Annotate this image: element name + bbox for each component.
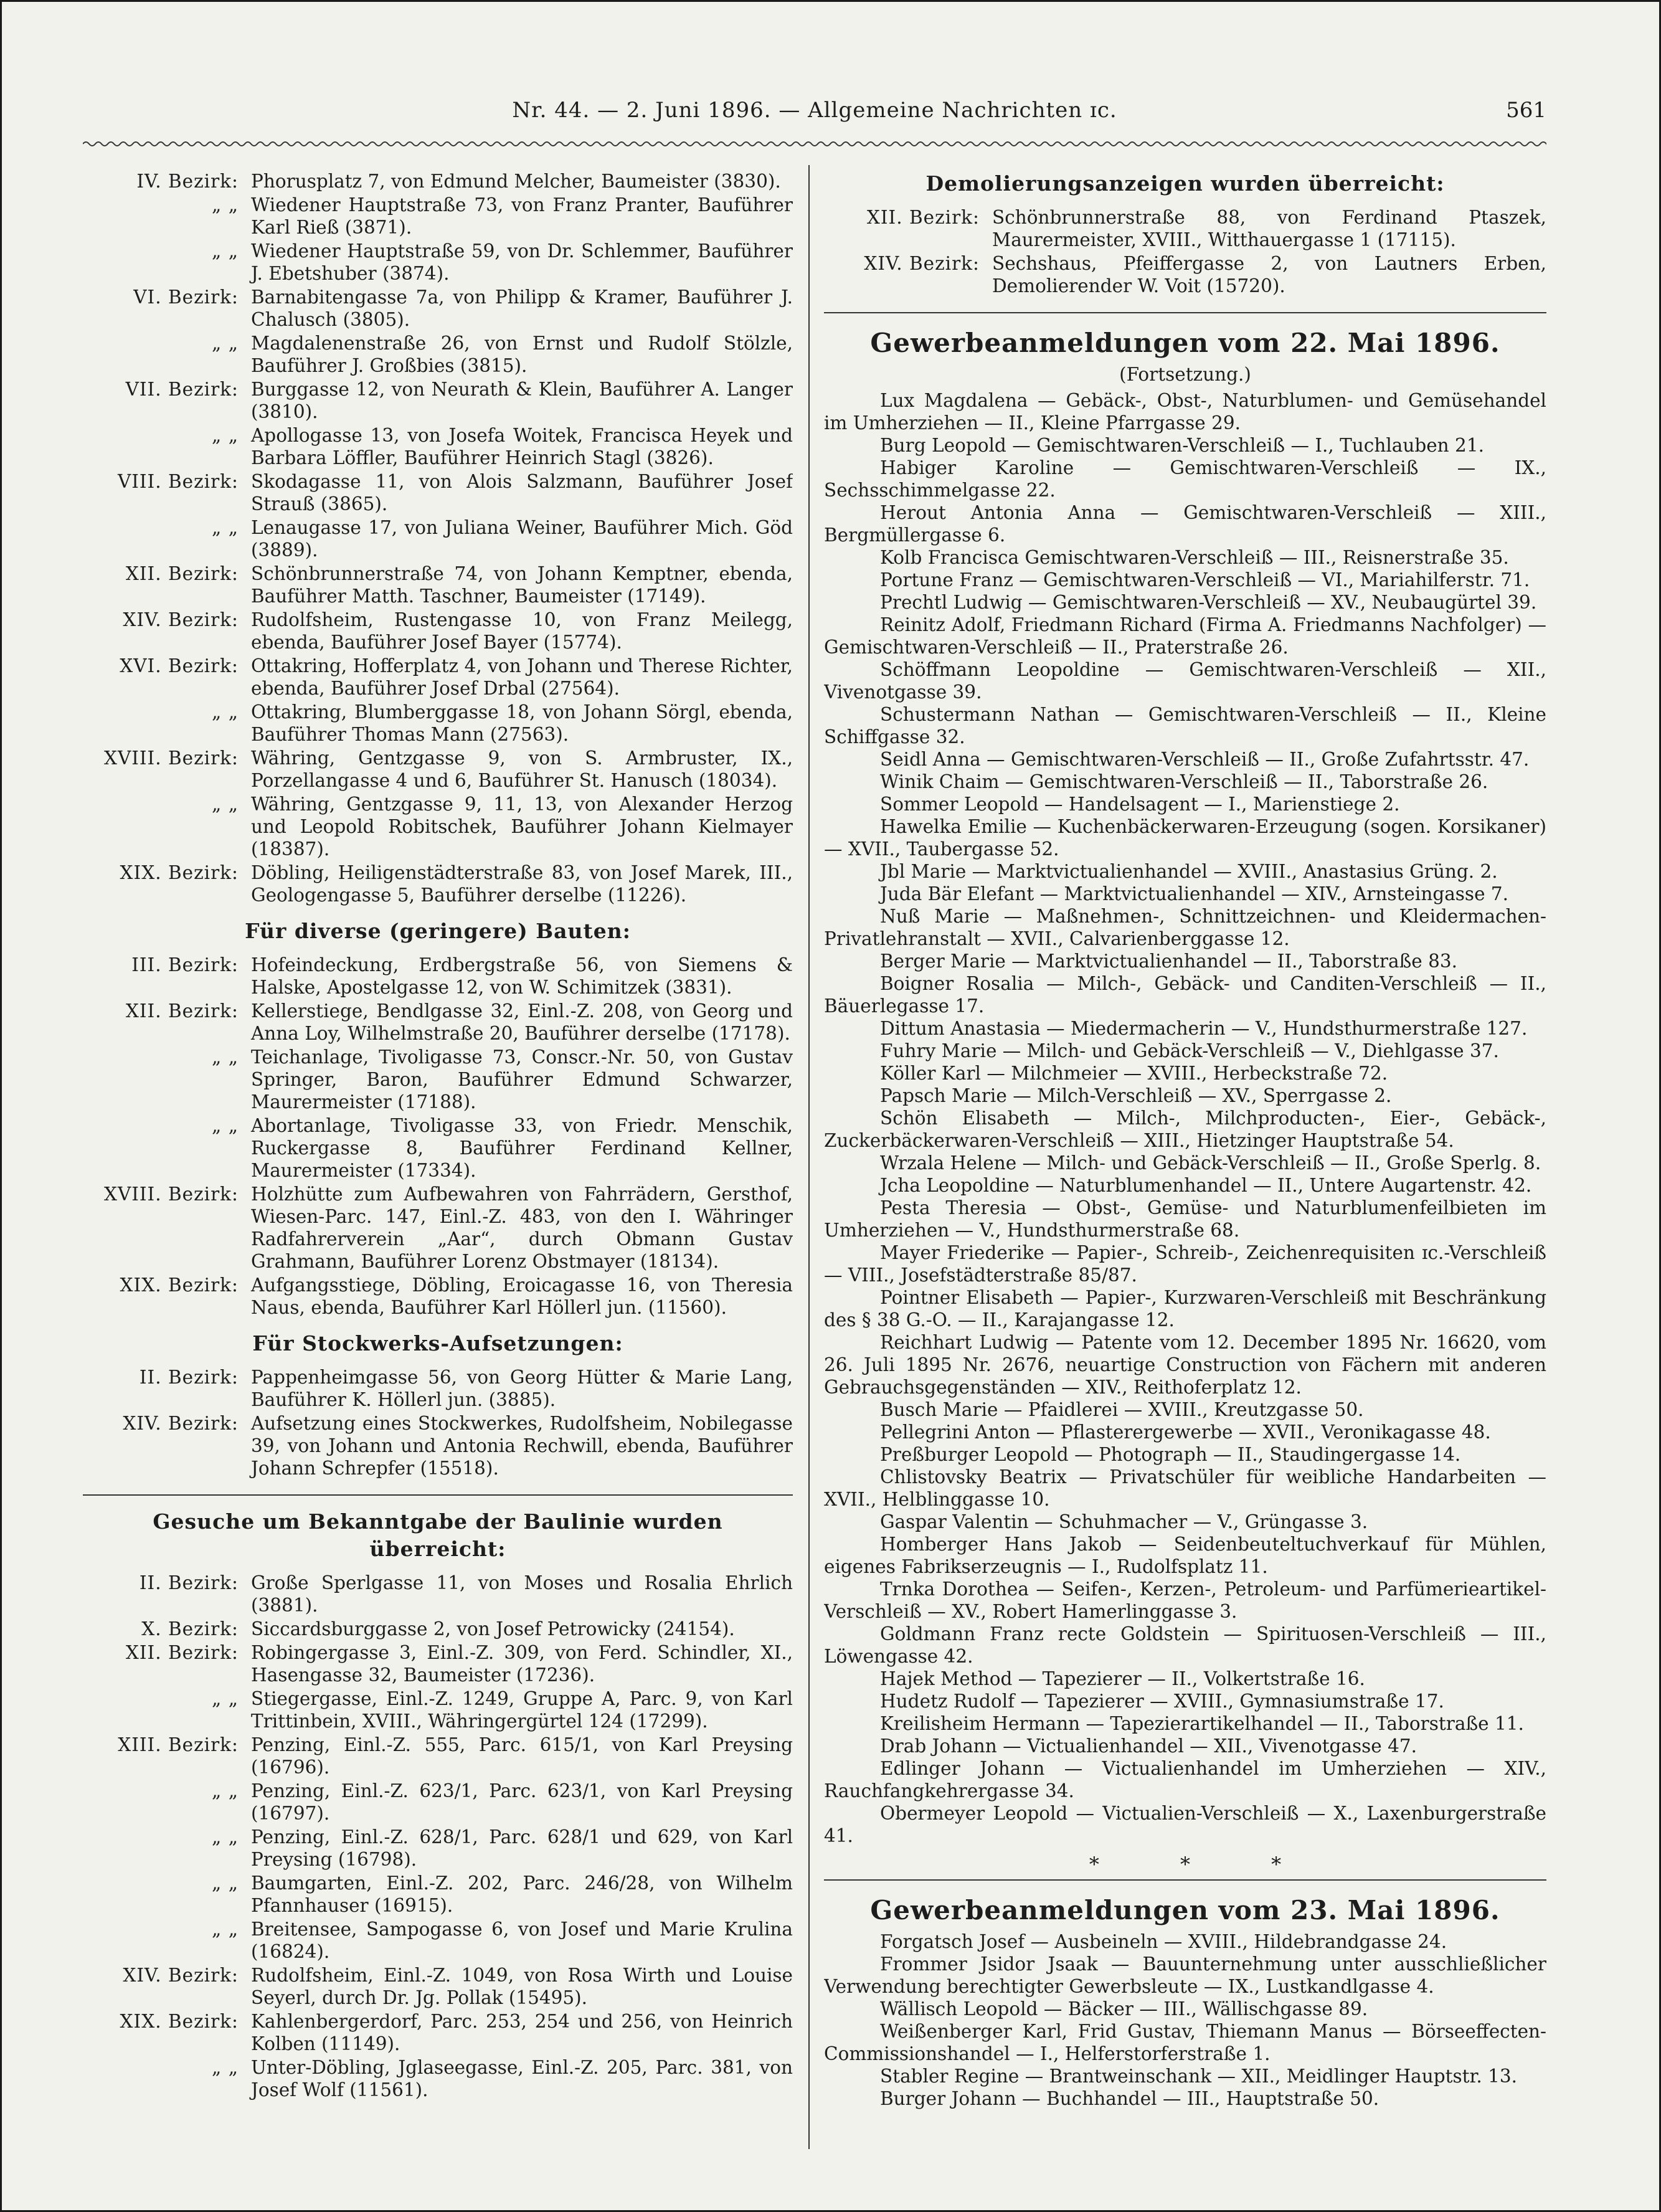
district-entry	[83, 793, 793, 860]
trade-registration-entry: Forgatsch Josef — Ausbeineln — XVIII., Hildebrandgasse 24.	[880, 1931, 1447, 1952]
district-entry	[83, 1114, 793, 1182]
district-label: XIV. Bezirk:	[123, 1413, 239, 1434]
district-label: „ „	[212, 1780, 239, 1801]
diverse-buildings-list	[83, 954, 793, 1319]
trade-registration-entry: Drab Johann — Victualienhandel — XII., Vivenotgasse 47.	[880, 1735, 1417, 1757]
page-number: 561	[1506, 98, 1546, 123]
trade-registration-entry: Schustermann Nathan — Gemischtwaren-Verschleiß — II., Kleine Schiffgasse 32.	[824, 704, 1546, 748]
district-label: IV. Bezirk:	[136, 171, 239, 192]
section-heading-diverse: Für diverse (geringere) Bauten:	[245, 919, 631, 943]
district-entry	[83, 1872, 793, 1917]
district-label: VIII. Bezirk:	[117, 471, 239, 492]
trade-registration-entry: Gaspar Valentin — Schuhmacher — V., Grüngasse 3.	[880, 1511, 1368, 1532]
district-entry	[83, 332, 793, 377]
entry-text: Unter-Döbling, Jglaseegasse, Einl.-Z. 205, Parc. 381, von Josef Wolf (11561).	[251, 2057, 793, 2100]
entry-text: Siccardsburggasse 2, von Josef Petrowicky (24154).	[251, 1618, 735, 1640]
trade-registration-entry: Chlistovsky Beatrix — Privatschüler für weibliche Handarbeiten — XVII., Helblinggasse 10.	[824, 1466, 1546, 1510]
district-label: „ „	[212, 333, 239, 354]
district-entry	[83, 2010, 793, 2055]
district-entry	[83, 1618, 793, 1640]
district-label: XII. Bezirk:	[866, 207, 980, 228]
district-label: III. Bezirk:	[131, 954, 239, 975]
district-entry	[824, 206, 1546, 251]
district-entry	[83, 1412, 793, 1479]
building-permits-list	[83, 170, 793, 906]
district-entry	[83, 1366, 793, 1411]
entry-text: Penzing, Einl.-Z. 555, Parc. 615/1, von Karl Preysing (16796).	[251, 1734, 793, 1778]
district-label: „ „	[212, 1688, 239, 1709]
district-entry	[83, 747, 793, 792]
trade-registrations-22-list	[824, 389, 1546, 1847]
trade-registration-entry: Weißenberger Karl, Frid Gustav, Thiemann Manus — Börseeffecten-Commissionshandel — I., Helferstorferstraße 1.	[824, 2021, 1546, 2064]
district-entry	[83, 470, 793, 515]
trade-registration-entry: Wrzala Helene — Milch- und Gebäck-Verschleiß — II., Große Sperlg. 8.	[880, 1152, 1541, 1174]
trade-registration-entry: Stabler Regine — Brantweinschank — XII., Meidlinger Hauptstr. 13.	[880, 2066, 1518, 2087]
entry-text: Penzing, Einl.-Z. 623/1, Parc. 623/1, von Karl Preysing (16797).	[251, 1780, 793, 1824]
entry-text: Aufsetzung eines Stockwerkes, Rudolfsheim, Nobilegasse 39, von Johann und Antonia Rechwill, ebenda, Bauführer Johann Schrepfer (15518).	[251, 1413, 793, 1479]
district-label: „ „	[212, 194, 239, 216]
district-label: „ „	[212, 1873, 239, 1894]
entry-text: Phorusplatz 7, von Edmund Melcher, Baumeister (3830).	[251, 171, 781, 192]
district-entry	[83, 1780, 793, 1825]
trade-registration-entry: Herout Antonia Anna — Gemischtwaren-Verschleiß — XIII., Bergmüllergasse 6.	[824, 502, 1546, 546]
district-entry	[83, 1641, 793, 1686]
district-entry	[83, 562, 793, 607]
district-label: XIV. Bezirk:	[864, 253, 980, 274]
trade-registration-entry: Burg Leopold — Gemischtwaren-Verschleiß — I., Tuchlauben 21.	[880, 435, 1484, 456]
entry-text: Skodagasse 11, von Alois Salzmann, Bauführer Josef Strauß (3865).	[251, 471, 793, 515]
district-label: XIII. Bezirk:	[118, 1734, 239, 1755]
entry-text: Aufgangsstiege, Döbling, Eroicagasse 16, von Theresia Naus, ebenda, Bauführer Karl Höllerl jun. (11560).	[251, 1275, 793, 1318]
trade-registration-entry: Sommer Leopold — Handelsagent — I., Marienstiege 2.	[880, 794, 1400, 815]
district-label: „ „	[212, 1047, 239, 1068]
district-entry	[83, 609, 793, 653]
district-entry	[83, 1572, 793, 1616]
entry-text: Baumgarten, Einl.-Z. 202, Parc. 246/28, von Wilhelm Pfannhauser (16915).	[251, 1873, 793, 1916]
district-entry	[83, 1964, 793, 2009]
entry-text: Robingergasse 3, Einl.-Z. 309, von Ferd. Schindler, XI., Hasengasse 32, Baumeister (17236).	[251, 1642, 793, 1686]
trade-registration-entry: Busch Marie — Pfaidlerei — XVIII., Kreutzgasse 50.	[880, 1399, 1364, 1420]
district-entry	[83, 862, 793, 906]
trade-registration-entry: Boigner Rosalia — Milch-, Gebäck- und Canditen-Verschleiß — II., Bäuerlegasse 17.	[824, 973, 1546, 1017]
entry-text: Burggasse 12, von Neurath & Klein, Bauführer A. Langer (3810).	[251, 379, 793, 422]
trade-registrations-23-list	[824, 1930, 1546, 2110]
entry-text: Schönbrunnerstraße 74, von Johann Kemptner, ebenda, Bauführer Matth. Taschner, Baumeister (17149).	[251, 563, 793, 607]
district-label: „ „	[212, 2057, 239, 2078]
trade-registration-entry: Juda Bär Elefant — Marktvictualienhandel — XIV., Arnsteingasse 7.	[880, 883, 1509, 904]
district-entry	[83, 1826, 793, 1871]
district-entry	[83, 516, 793, 561]
entry-text: Holzhütte zum Aufbewahren von Fahrrädern, Gersthof, Wiesen-Parc. 147, Einl.-Z. 483, von den I. Währinger Radfahrerverein „Aar“, durch Obmann Gustav Grahmann, Bauführer Lorenz Obstmayer (18134).	[251, 1184, 793, 1272]
section-rule	[83, 1494, 793, 1496]
entry-text: Wiedener Hauptstraße 73, von Franz Pranter, Bauführer Karl Rieß (3871).	[251, 194, 793, 238]
district-entry	[83, 286, 793, 331]
entry-text: Rudolfsheim, Rustengasse 10, von Franz Meilegg, ebenda, Bauführer Josef Bayer (15774).	[251, 609, 793, 653]
trade-registration-entry: Preßburger Leopold — Photograph — II., Staudingergasse 14.	[880, 1444, 1461, 1465]
district-label: XIX. Bezirk:	[120, 862, 239, 883]
wavy-rule	[83, 139, 1546, 149]
entry-text: Sechshaus, Pfeiffergasse 2, von Lautners Erben, Demolierender W. Voit (15720).	[992, 253, 1546, 297]
trade-registration-entry: Frommer Jsidor Jsaak — Bauunternehmung unter ausschließlicher Verwendung berechtigter Gewerbsleute — IX., Lustkandlgasse 4.	[824, 1953, 1546, 1997]
trade-registration-entry: Kolb Francisca Gemischtwaren-Verschleiß — III., Reisnerstraße 35.	[880, 547, 1509, 568]
district-label: „ „	[212, 517, 239, 538]
district-label: XIV. Bezirk:	[123, 1965, 239, 1986]
district-entry	[83, 1274, 793, 1319]
district-entry	[83, 1734, 793, 1778]
trade-registration-entry: Reichhart Ludwig — Patente vom 12. December 1895 Nr. 16620, vom 26. Juli 1895 Nr. 2676, neuartige Construction von Fächern mit anderen Gebrauchsgegenständen — XIV., Reithoferplatz 12.	[824, 1332, 1546, 1398]
district-label: XVIII. Bezirk:	[103, 748, 239, 769]
trade-registration-entry: Goldmann Franz recte Goldstein — Spirituosen-Verschleiß — III., Löwengasse 42.	[824, 1623, 1546, 1667]
district-label: X. Bezirk:	[141, 1618, 239, 1640]
district-label: „ „	[212, 240, 239, 262]
district-entry	[83, 1183, 793, 1273]
trade-registration-entry: Hajek Method — Tapezierer — II., Volkertstraße 16.	[880, 1668, 1365, 1689]
entry-text: Döbling, Heiligenstädterstraße 83, von Josef Marek, III., Geologengasse 5, Bauführer derselbe (11226).	[251, 862, 793, 906]
entry-text: Abortanlage, Tivoligasse 33, von Friedr. Menschik, Ruckergasse 8, Bauführer Ferdinand Kellner, Maurermeister (17334).	[251, 1115, 793, 1181]
district-label: XII. Bezirk:	[125, 1642, 239, 1663]
district-entry	[83, 424, 793, 469]
trade-registration-entry: Köller Karl — Milchmeier — XVIII., Herbeckstraße 72.	[880, 1063, 1388, 1084]
trade-registration-entry: Habiger Karoline — Gemischtwaren-Verschleiß — IX., Sechsschimmelgasse 22.	[824, 457, 1546, 501]
trade-registration-entry: Edlinger Johann — Victualienhandel im Umherziehen — XIV., Rauchfangkehrergasse 34.	[824, 1758, 1546, 1801]
trade-registrations-23-title: Gewerbeanmeldungen vom 23. Mai 1896.	[870, 1895, 1500, 1925]
district-entry	[83, 240, 793, 285]
entry-text: Penzing, Einl.-Z. 628/1, Parc. 628/1 und 629, von Karl Preysing (16798).	[251, 1826, 793, 1870]
district-label: II. Bezirk:	[139, 1367, 239, 1388]
entry-text: Ottakring, Blumberggasse 18, von Johann Sörgl, ebenda, Bauführer Thomas Mann (27563).	[251, 701, 793, 745]
district-label: XII. Bezirk:	[125, 1000, 239, 1022]
entry-text: Pappenheimgasse 56, von Georg Hütter & Marie Lang, Bauführer K. Höllerl jun. (3885).	[251, 1367, 793, 1410]
entry-text: Rudolfsheim, Einl.-Z. 1049, von Rosa Wirth und Louise Seyerl, durch Dr. Jg. Pollak (15495).	[251, 1965, 793, 2008]
entry-text: Stiegergasse, Einl.-Z. 1249, Gruppe A, Parc. 9, von Karl Trittinbein, XVIII., Währingergürtel 124 (17299).	[251, 1688, 793, 1732]
trade-registration-entry: Trnka Dorothea — Seifen-, Kerzen-, Petroleum- und Parfümerieartikel-Verschleiß — XV., Robert Hamerlinggasse 3.	[824, 1578, 1546, 1622]
district-label: „ „	[212, 1115, 239, 1136]
entry-text: Währing, Gentzgasse 9, 11, 13, von Alexander Herzog und Leopold Robitschek, Bauführer Johann Kielmayer (18387).	[251, 794, 793, 860]
district-label: XVI. Bezirk:	[120, 655, 239, 676]
trade-registration-entry: Schön Elisabeth — Milch-, Milchproducten-, Eier-, Gebäck-, Zuckerbäckerwaren-Verschleiß — XIII., Hietzinger Hauptstraße 54.	[824, 1108, 1546, 1151]
district-entry	[83, 1000, 793, 1045]
district-entry	[83, 1687, 793, 1732]
trade-registration-entry: Fuhry Marie — Milch- und Gebäck-Verschleiß — V., Diehlgasse 37.	[880, 1040, 1499, 1061]
trade-registration-entry: Schöffmann Leopoldine — Gemischtwaren-Verschleiß — XII., Vivenotgasse 39.	[824, 659, 1546, 703]
section-heading-demolition: Demolierungsanzeigen wurden überreicht:	[925, 171, 1445, 196]
entry-text: Teichanlage, Tivoligasse 73, Conscr.-Nr. 50, von Gustav Springer, Baron, Bauführer Edmund Schwarzer, Maurermeister (17188).	[251, 1047, 793, 1113]
building-line-requests-list	[83, 1572, 793, 2101]
storey-additions-list	[83, 1366, 793, 1479]
trade-registration-entry: Obermeyer Leopold — Victualien-Verschleiß — X., Laxenburgerstraße 41.	[824, 1803, 1546, 1846]
trade-registration-entry: Kreilisheim Hermann — Tapezierartikelhandel — II., Taborstraße 11.	[880, 1713, 1524, 1734]
district-entry	[83, 954, 793, 999]
continuation-note: (Fortsetzung.)	[1119, 364, 1251, 385]
entry-text: Lenaugasse 17, von Juliana Weiner, Bauführer Mich. Göd (3889).	[251, 517, 793, 561]
trade-registration-entry: Hudetz Rudolf — Tapezierer — XVIII., Gymnasiumstraße 17.	[880, 1691, 1444, 1712]
trade-registration-entry: Winik Chaim — Gemischtwaren-Verschleiß — II., Taborstraße 26.	[880, 771, 1488, 792]
district-label: „ „	[212, 701, 239, 723]
district-label: XII. Bezirk:	[125, 563, 239, 584]
district-label: XIX. Bezirk:	[120, 1275, 239, 1296]
entry-text: Barnabitengasse 7a, von Philipp & Kramer, Bauführer J. Chalusch (3805).	[251, 287, 793, 330]
section-heading-baulinie: Gesuche um Bekanntgabe der Baulinie wurden überreicht:	[153, 1509, 723, 1561]
district-label: II. Bezirk:	[139, 1572, 239, 1593]
trade-registration-entry: Homberger Hans Jakob — Seidenbeuteltuchverkauf für Mühlen, eigenes Fabrikserzeugnis — I., Rudolfsplatz 11.	[824, 1534, 1546, 1577]
trade-registration-entry: Papsch Marie — Milch-Verschleiß — XV., Sperrgasse 2.	[880, 1085, 1392, 1106]
trade-registration-entry: Dittum Anastasia — Miedermacherin — V., Hundsthurmerstraße 127.	[880, 1018, 1528, 1039]
section-stars: * * *	[1089, 1853, 1319, 1876]
trade-registration-entry: Portune Franz — Gemischtwaren-Verschleiß — VI., Mariahilferstr. 71.	[880, 569, 1530, 591]
district-label: „ „	[212, 1826, 239, 1848]
entry-text: Währing, Gentzgasse 9, von S. Armbruster, IX., Porzellangasse 4 und 6, Bauführer St. Hanusch (18034).	[251, 748, 793, 791]
trade-registration-entry: Jcha Leopoldine — Naturblumenhandel — II., Untere Augartenstr. 42.	[880, 1175, 1532, 1196]
entry-text: Große Sperlgasse 11, von Moses und Rosalia Ehrlich (3881).	[251, 1572, 793, 1616]
district-label: XIV. Bezirk:	[123, 609, 239, 630]
district-label: VII. Bezirk:	[125, 379, 239, 400]
section-rule	[824, 1879, 1546, 1881]
district-entry	[83, 1046, 793, 1113]
entry-text: Magdalenenstraße 26, von Ernst und Rudolf Stölzle, Bauführer J. Großbies (3815).	[251, 333, 793, 376]
section-rule	[824, 312, 1546, 313]
district-entry	[83, 655, 793, 700]
district-entry	[83, 701, 793, 746]
entry-text: Kellerstiege, Bendlgasse 32, Einl.-Z. 208, von Georg und Anna Loy, Wilhelmstraße 20, Bauführer derselbe (17178).	[251, 1000, 793, 1044]
district-entry	[83, 194, 793, 239]
trade-registration-entry: Pesta Theresia — Obst-, Gemüse- und Naturblumenfeilbieten im Umherziehen — V., Hundsthurmerstraße 68.	[824, 1197, 1546, 1241]
trade-registration-entry: Hawelka Emilie — Kuchenbäckerwaren-Erzeugung (sogen. Korsikaner) — XVII., Taubergasse 52.	[824, 816, 1546, 860]
district-label: „ „	[212, 1919, 239, 1940]
trade-registration-entry: Prechtl Ludwig — Gemischtwaren-Verschleiß — XV., Neubaugürtel 39.	[880, 592, 1537, 613]
district-entry	[83, 170, 793, 192]
district-label: XVIII. Bezirk:	[103, 1184, 239, 1205]
trade-registration-entry: Reinitz Adolf, Friedmann Richard (Firma A. Friedmanns Nachfolger) — Gemischtwaren-Verschleiß — II., Praterstraße 26.	[824, 614, 1546, 658]
district-label: „ „	[212, 794, 239, 815]
page-header	[83, 95, 1546, 133]
trade-registration-entry: Pointner Elisabeth — Papier-, Kurzwaren-Verschleiß mit Beschränkung des § 38 G.-O. — II., Karajangasse 12.	[824, 1287, 1546, 1331]
trade-registration-entry: Jbl Marie — Marktvictualienhandel — XVIII., Anastasius Grüng. 2.	[880, 861, 1498, 882]
left-column	[83, 170, 793, 2157]
entry-text: Hofeindeckung, Erdbergstraße 56, von Siemens & Halske, Apostelgasse 12, von W. Schimitzek (3831).	[251, 954, 793, 998]
trade-registration-entry: Nuß Marie — Maßnehmen-, Schnittzeichnen- und Kleidermachen-Privatlehranstalt — XVII., Calvarienberggasse 12.	[824, 906, 1546, 949]
entry-text: Wiedener Hauptstraße 59, von Dr. Schlemmer, Bauführer J. Ebetshuber (3874).	[251, 240, 793, 284]
trade-registration-entry: Berger Marie — Marktvictualienhandel — II., Taborstraße 83.	[880, 951, 1458, 972]
right-column	[824, 170, 1546, 2157]
district-entry	[83, 2056, 793, 2101]
section-heading-stockwerk: Für Stockwerks-Aufsetzungen:	[252, 1331, 623, 1355]
column-divider	[808, 165, 810, 2149]
trade-registration-entry: Burger Johann — Buchhandel — III., Hauptstraße 50.	[880, 2088, 1379, 2109]
trade-registration-entry: Wällisch Leopold — Bäcker — III., Wällischgasse 89.	[880, 1998, 1368, 2020]
district-label: VI. Bezirk:	[133, 287, 239, 308]
trade-registration-entry: Pellegrini Anton — Pflasterergewerbe — XVII., Veronikagasse 48.	[880, 1422, 1491, 1443]
district-entry	[824, 252, 1546, 297]
district-label: „ „	[212, 425, 239, 446]
page-content	[83, 95, 1546, 2170]
entry-text: Schönbrunnerstraße 88, von Ferdinand Ptaszek, Maurermeister, XVIII., Witthauergasse 1 (17115).	[992, 207, 1546, 250]
entry-text: Kahlenbergerdorf, Parc. 253, 254 und 256, von Heinrich Kolben (11149).	[251, 2011, 793, 2054]
trade-registration-entry: Seidl Anna — Gemischtwaren-Verschleiß — II., Große Zufahrtsstr. 47.	[880, 749, 1530, 770]
trade-registration-entry: Mayer Friederike — Papier-, Schreib-, Zeichenrequisiten ɪc.-Verschleiß — VIII., Josefstädterstraße 85/87.	[824, 1242, 1546, 1286]
trade-registrations-22-title: Gewerbeanmeldungen vom 22. Mai 1896.	[870, 328, 1500, 358]
district-entry	[83, 1918, 793, 1963]
district-entry	[83, 378, 793, 423]
district-label: XIX. Bezirk:	[120, 2011, 239, 2032]
running-title: Nr. 44. — 2. Juni 1896. — Allgemeine Nachrichten ɪc.	[512, 98, 1117, 123]
entry-text: Breitensee, Sampogasse 6, von Josef und Marie Krulina (16824).	[251, 1919, 793, 1962]
entry-text: Apollogasse 13, von Josefa Woitek, Francisca Heyek und Barbara Löffler, Bauführer Heinrich Stagl (3826).	[251, 425, 793, 468]
demolition-notices-list	[824, 206, 1546, 297]
trade-registration-entry: Lux Magdalena — Gebäck-, Obst-, Naturblumen- und Gemüsehandel im Umherziehen — II., Kleine Pfarrgasse 29.	[824, 390, 1546, 434]
entry-text: Ottakring, Hofferplatz 4, von Johann und Therese Richter, ebenda, Bauführer Josef Drbal (27564).	[251, 655, 793, 699]
